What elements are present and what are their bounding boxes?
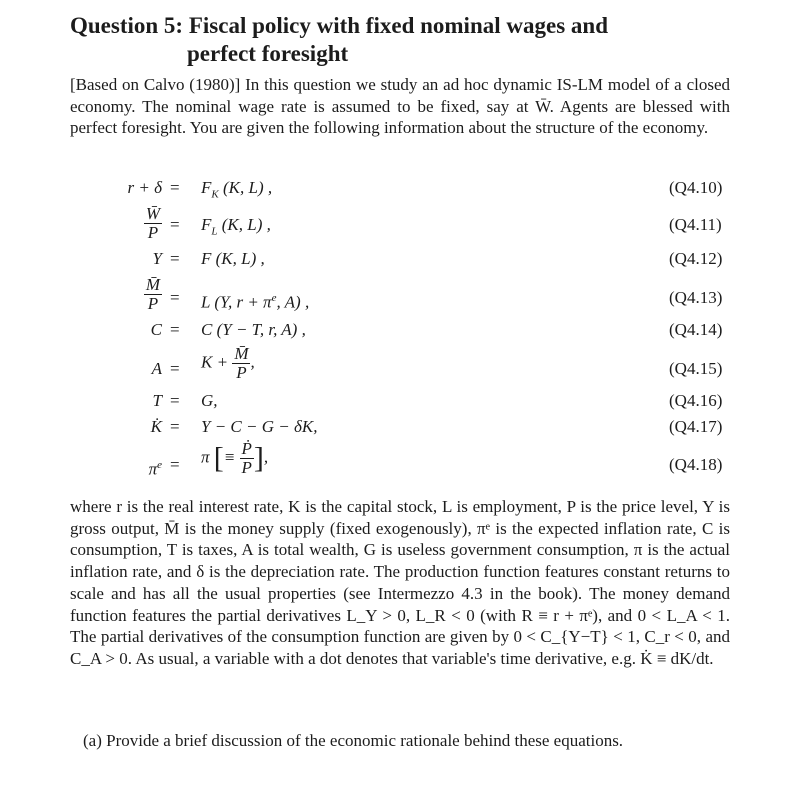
- eq-lhs: [80, 276, 162, 313]
- eq-lhs: [80, 205, 162, 242]
- eq-relation: =: [170, 359, 180, 378]
- eq-tag: (Q4.10): [669, 178, 723, 197]
- eq-rhs: G,: [201, 391, 218, 410]
- eq-rhs: Y − C − G − δK,: [201, 417, 318, 436]
- fraction: $\frac{\text{Ṗ}}{P}$: [241, 439, 252, 477]
- equation-q4-13: [0, 276, 800, 316]
- eq-lhs: K̇: [150, 417, 162, 436]
- eq-relation: =: [170, 320, 180, 339]
- eq-rhs: L (Y, $r + \pi^e$, A) ,: [201, 292, 310, 312]
- left-bracket: [: [213, 441, 224, 475]
- fraction: $\frac{M̄}{P}$: [145, 275, 160, 313]
- eq-relation: =: [170, 391, 180, 410]
- eq-relation: =: [170, 455, 180, 474]
- eq-rhs: F (K, L) ,: [201, 249, 265, 268]
- eq-relation: =: [170, 178, 180, 197]
- equation-q4-15: [0, 345, 800, 385]
- variable-definitions-paragraph: where r is the real interest rate, K is the capital stock, L is employment, P is the price level, Y is gross output, M̄ is the money supply (fixed exogenously), πᵉ is the expected inflation rate, C is consumption, T is taxes, A is total wealth, G is useless government consumption, π is the actual inflation rate, and δ is the depreciation rate. The production function features constant returns to scale and has all the usual properties (see Intermezzo 4.3 in the book). The money demand function features the partial derivatives L_Y > 0, L_R < 0 (with R ≡ r + πᵉ), and 0 < L_A < 1. The partial derivatives of the consumption function are given by 0 < C_{Y−T} < 1, C_r < 0, and C_A > 0. As usual, a variable with a dot denotes that variable's time derivative, e.g. K̇ ≡ dK/dt.: [70, 497, 730, 668]
- heading-line-2: perfect foresight: [187, 41, 349, 66]
- eq-lhs: Y: [152, 249, 162, 268]
- eq-lhs: T: [152, 391, 162, 410]
- eq-lhs: C: [150, 320, 162, 339]
- fraction: $\frac{W̄}{P}$: [145, 204, 160, 242]
- intro-paragraph: [Based on Calvo (1980)] In this question we study an ad hoc dynamic IS-LM model of a closed economy. The nominal wage rate is assumed to be fixed, say at W̄. Agents are blessed with perfect foresight. You are given the following information about the structure of the economy.: [70, 75, 730, 137]
- question-heading: [70, 12, 608, 68]
- heading-line-1: Question 5: Fiscal policy with fixed nominal wages and: [70, 13, 608, 38]
- eq-rhs: $F_L$ (K, L) ,: [201, 215, 271, 238]
- eq-lhs: A: [151, 359, 162, 378]
- eq-relation: =: [170, 249, 180, 268]
- eq-relation: =: [170, 288, 180, 307]
- eq-tag: (Q4.15): [669, 359, 723, 378]
- eq-tag: (Q4.13): [669, 288, 723, 307]
- eq-lhs: $\pi^e$: [148, 459, 162, 479]
- eq-tag: (Q4.17): [669, 417, 723, 436]
- eq-lhs: r + δ: [127, 178, 162, 197]
- eq-rhs: π [≡ $\frac{\text{Ṗ}}{P}$ ],: [201, 439, 269, 477]
- eq-relation: =: [170, 417, 180, 436]
- equation-q4-18: [0, 440, 800, 484]
- eq-tag: (Q4.16): [669, 391, 723, 410]
- eq-rhs: $F_K$ (K, L) ,: [201, 178, 273, 201]
- eq-relation: =: [170, 215, 180, 234]
- eq-tag: (Q4.12): [669, 249, 723, 268]
- fraction: $\frac{M̄}{P}$: [234, 344, 249, 382]
- eq-tag: (Q4.11): [669, 215, 722, 234]
- eq-rhs: C (Y − T, r, A) ,: [201, 320, 306, 339]
- part-a-question: (a) Provide a brief discussion of the economic rationale behind these equations.: [83, 731, 624, 750]
- eq-tag: (Q4.14): [669, 320, 723, 339]
- eq-tag: (Q4.18): [669, 455, 723, 474]
- eq-rhs: K + $\frac{M̄}{P}$ ,: [201, 344, 255, 382]
- equation-q4-11: [0, 205, 800, 245]
- right-bracket: ]: [253, 441, 264, 475]
